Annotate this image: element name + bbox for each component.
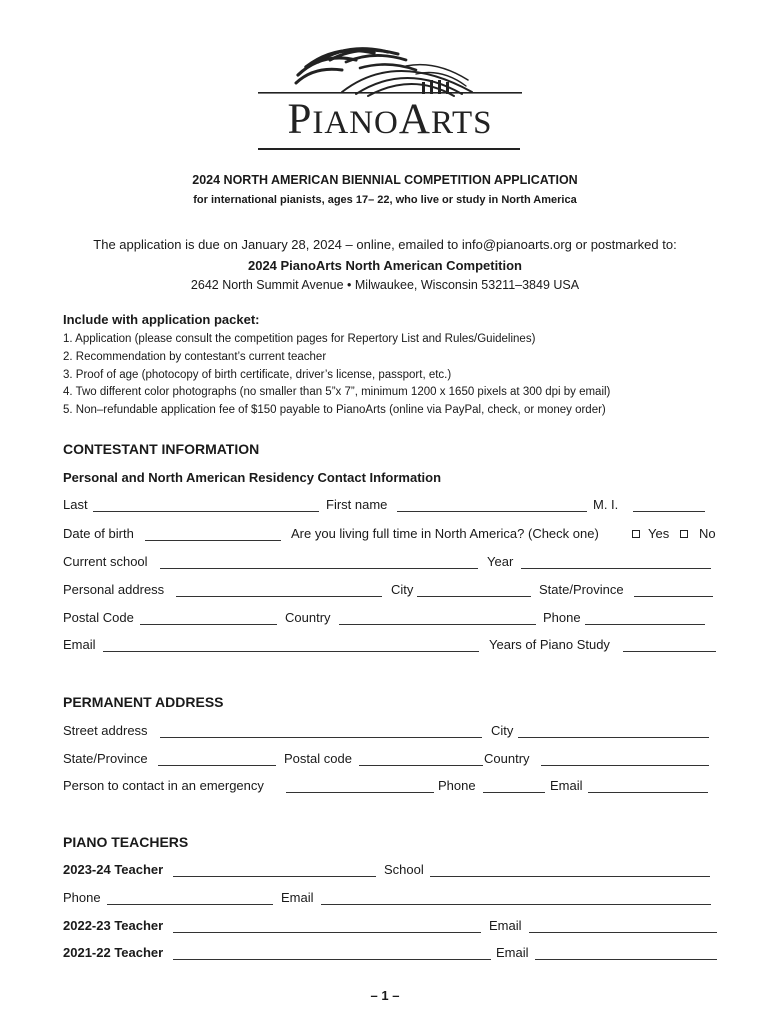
teacher-2022-field[interactable]: [173, 932, 481, 933]
email-label: Email: [496, 945, 529, 960]
teacher-2021-label: 2021-22 Teacher: [63, 945, 164, 960]
dob-field[interactable]: [145, 540, 281, 541]
state-label: State/Province: [539, 582, 624, 597]
personal-address-field[interactable]: [176, 596, 382, 597]
teacher-2022-row: [63, 918, 719, 938]
school-field[interactable]: [160, 568, 478, 569]
email-label: Email: [489, 918, 522, 933]
school-label: School: [384, 862, 424, 877]
city-field[interactable]: [417, 596, 531, 597]
country-field[interactable]: [339, 624, 536, 625]
teacher-2023-field[interactable]: [173, 876, 376, 877]
last-name-label: Last: [63, 497, 88, 512]
postal-label: Postal Code: [63, 610, 134, 625]
logo-wordmark: PIANOARTS: [287, 96, 493, 143]
year-field[interactable]: [521, 568, 711, 569]
school-row: [63, 554, 719, 574]
country-label: Country: [484, 751, 530, 766]
include-list: [63, 331, 610, 420]
state-field[interactable]: [634, 596, 713, 597]
mailing-address: 2642 North Summit Avenue • Milwaukee, Wisconsin 53211–3849 USA: [190, 278, 580, 292]
postal-field[interactable]: [140, 624, 277, 625]
teacher-2021-row: [63, 945, 719, 965]
name-row: [63, 497, 719, 517]
teacher-phone-row: [63, 890, 719, 910]
email-field[interactable]: [321, 904, 711, 905]
dob-label: Date of birth: [63, 526, 134, 541]
include-heading: Include with application packet:: [63, 312, 260, 327]
logo-bottom-rule: [258, 148, 520, 150]
form-title: 2024 NORTH AMERICAN BIENNIAL COMPETITION APPLICATION: [192, 173, 578, 187]
yes-label: Yes: [648, 526, 670, 541]
country-label: Country: [285, 610, 331, 625]
teacher-2023-row: [63, 862, 719, 882]
page-number: – 1 –: [370, 988, 400, 1003]
middle-initial-label: M. I.: [593, 497, 619, 512]
postal-label: Postal code: [284, 751, 352, 766]
years-study-field[interactable]: [623, 651, 716, 652]
street-label: Street address: [63, 723, 148, 738]
teacher-2023-label: 2023-24 Teacher: [63, 862, 164, 877]
email-field[interactable]: [103, 651, 479, 652]
school-field[interactable]: [430, 876, 710, 877]
emergency-field[interactable]: [286, 792, 434, 793]
due-date-line: The application is due on January 28, 2024 – online, emailed to info@pianoarts.org or postmarked to:: [93, 237, 677, 252]
phone-label: Phone: [543, 610, 581, 625]
phone-field[interactable]: [483, 792, 545, 793]
middle-initial-field[interactable]: [633, 511, 705, 512]
year-label: Year: [487, 554, 514, 569]
emergency-row: [63, 778, 719, 798]
teacher-2022-label: 2022-23 Teacher: [63, 918, 164, 933]
permanent-address-heading: PERMANENT ADDRESS: [63, 694, 224, 710]
street-field[interactable]: [160, 737, 482, 738]
state-label: State/Province: [63, 751, 148, 766]
city-label: City: [491, 723, 514, 738]
teacher-2021-field[interactable]: [173, 959, 491, 960]
phone-label: Phone: [438, 778, 476, 793]
email-label: Email: [550, 778, 583, 793]
state-field[interactable]: [158, 765, 276, 766]
last-name-field[interactable]: [93, 511, 319, 512]
personal-address-row: [63, 582, 719, 602]
email-label: Email: [63, 637, 96, 652]
emergency-label: Person to contact in an emergency: [63, 778, 264, 793]
city-label: City: [391, 582, 414, 597]
email-row: [63, 637, 719, 657]
no-label: No: [699, 526, 716, 541]
phone-field[interactable]: [585, 624, 705, 625]
pianoarts-logo: [256, 40, 524, 156]
country-field[interactable]: [541, 765, 709, 766]
phone-label: Phone: [63, 890, 101, 905]
yes-checkbox[interactable]: [632, 530, 640, 538]
street-row: [63, 723, 719, 743]
contestant-heading: CONTESTANT INFORMATION: [63, 441, 260, 457]
living-question: Are you living full time in North America? (Check one): [291, 526, 599, 541]
email-label: Email: [281, 890, 314, 905]
school-label: Current school: [63, 554, 148, 569]
email-field[interactable]: [529, 932, 717, 933]
email-field[interactable]: [588, 792, 708, 793]
no-checkbox[interactable]: [680, 530, 688, 538]
list-item: 4. Two different color photographs (no smaller than 5”x 7”, minimum 1200 x 1650 pixels at 300 dpi by email): [63, 386, 611, 399]
postal-row: [63, 610, 719, 630]
list-item: 3. Proof of age (photocopy of birth certificate, driver’s license, passport, etc.): [63, 368, 452, 381]
competition-name: 2024 PianoArts North American Competition: [247, 258, 522, 273]
piano-teachers-heading: PIANO TEACHERS: [63, 834, 189, 850]
dob-row: [63, 526, 719, 546]
contact-subheading: Personal and North American Residency Contact Information: [63, 470, 442, 485]
list-item: 5. Non–refundable application fee of $150 payable to PianoArts (online via PayPal, check, or money order): [63, 404, 606, 417]
email-field[interactable]: [535, 959, 717, 960]
form-subtitle: for international pianists, ages 17– 22, who live or study in North America: [193, 194, 577, 206]
first-name-label: First name: [326, 497, 388, 512]
list-item: 1. Application (please consult the competition pages for Repertory List and Rules/Guidelines): [63, 333, 536, 345]
years-study-label: Years of Piano Study: [489, 637, 610, 652]
personal-address-label: Personal address: [63, 582, 165, 597]
postal-field[interactable]: [359, 765, 483, 766]
phone-field[interactable]: [107, 904, 273, 905]
city-field[interactable]: [518, 737, 709, 738]
first-name-field[interactable]: [397, 511, 587, 512]
list-item: 2. Recommendation by contestant’s current teacher: [63, 350, 327, 363]
state-row: [63, 751, 719, 771]
